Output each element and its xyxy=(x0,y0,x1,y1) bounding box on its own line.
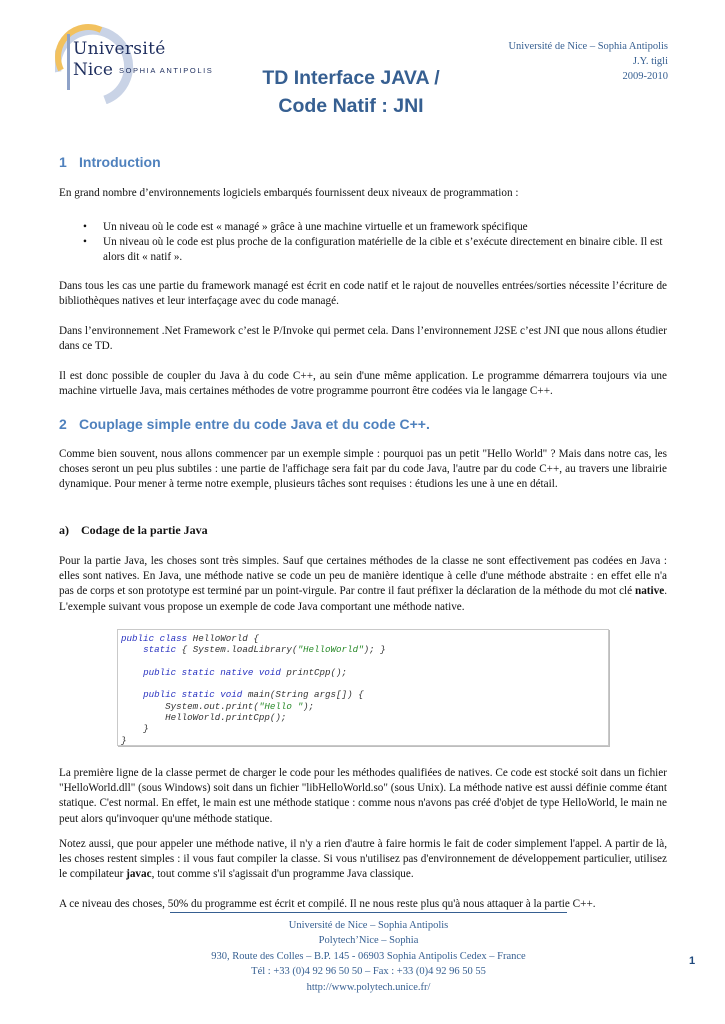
section-1-paragraph-4: Il est donc possible de coupler du Java à du code C++, au sein d'une même application. Le programme démarrera toujours via une machine virtuelle Java, mais certaines méthodes de votre programme pourront être codées via le langage C++. xyxy=(59,370,667,398)
code-text: System.out.print( xyxy=(165,700,259,712)
code-listing xyxy=(118,630,608,749)
bullet-icon: • xyxy=(83,221,87,233)
keyword-javac: javac xyxy=(126,868,152,881)
keyword-native: native xyxy=(634,585,665,598)
subsection-a-heading xyxy=(59,523,208,538)
code-text: ); } xyxy=(363,644,386,656)
section-1-heading xyxy=(59,154,161,170)
section-1-bullet-list xyxy=(59,220,667,266)
code-text: } xyxy=(121,734,127,746)
code-text: HelloWorld { xyxy=(187,633,259,644)
code-string: "HelloWorld" xyxy=(297,644,364,656)
bullet-text: Un niveau où le code est plus proche de la configuration matérielle de la cible et s’exécute directement en binaire cible. Il est alors dit « natif ». xyxy=(103,236,663,264)
section-2-title: Couplage simple entre du code Java et du code C++. xyxy=(79,416,430,432)
bullet-text: Un niveau où le code est « managé » grâce à une machine virtuelle et un framework spécifique xyxy=(103,221,528,233)
footer-divider xyxy=(170,912,567,913)
code-text: { System.loadLibrary( xyxy=(176,644,298,656)
paragraph-text: Pour la partie Java, les choses sont très simples. Sauf que certaines méthodes de la classe ne sont effectivement pas codées en Java : elles sont natives. En Java, une méthode native se code un peu de manière identique à celle d'une méthode abstraite : en effet elle n'a pas de corps et son prototype est terminé par un point-virgule. Par contre il faut préfixer la déclaration de la méthode du mot clé xyxy=(59,555,667,598)
section-1-paragraph-1: En grand nombre d’environnements logiciels embarqués fournissent deux niveaux de programmation : xyxy=(59,187,519,199)
footer-school: Polytech’Nice – Sophia xyxy=(318,935,419,947)
code-text: } xyxy=(143,723,149,735)
subsection-a-paragraph-4: A ce niveau des choses, 50% du programme est écrit et compilé. Il ne nous reste plus qu'à nous attaquer à la partie C++. xyxy=(59,898,596,910)
section-1-paragraph-3: Dans l’environnement .Net Framework c’est le P/Invoke qui permet cela. Dans l’environnement J2SE c’est JNI que nous allons étudier dans ce TD. xyxy=(59,325,667,353)
paragraph-text: . L'exemple suivant vous propose un exemple de code Java comportant une méthode native. xyxy=(59,585,667,613)
section-1-paragraph-2: Dans tous les cas une partie du framework managé est écrit en code natif et le rajout de nouvelles entrées/sorties nécessite l’écriture de bibliothèques natives et leur interfaçage avec du code managé. xyxy=(59,280,667,308)
code-keyword: public static void xyxy=(143,689,243,701)
university-logo xyxy=(55,22,225,104)
page-number: 1 xyxy=(688,955,696,967)
code-text: ); xyxy=(302,700,314,712)
section-2-heading xyxy=(59,416,430,432)
page-footer xyxy=(170,918,567,995)
document-title xyxy=(237,64,465,120)
section-2-paragraph-1: Comme bien souvent, nous allons commencer par un exemple simple : pourquoi pas un petit "Hello World" ? Mais dans notre cas, les choses seront un peu plus subtiles : une partie de l'affichage sera fait par du code Java, l'autre par du code C++, au travers une librairie dynamique. Pour mener à terme notre exemple, plusieurs tâches sont requises : étudions les une à une en détail. xyxy=(59,448,667,491)
section-1-number: 1 xyxy=(59,154,67,170)
subsection-a-paragraph-3 xyxy=(59,837,667,883)
paragraph-text: , tout comme s'il s'agissait d'un programme Java classique. xyxy=(151,868,414,881)
code-string: "Hello " xyxy=(258,700,303,712)
header-info xyxy=(508,39,668,84)
title-line-1: TD Interface JAVA / xyxy=(262,67,440,89)
footer-address: 930, Route des Colles – B.P. 145 - 06903 Sophia Antipolis Cedex – France xyxy=(211,950,526,962)
java-code-block xyxy=(117,629,609,746)
title-line-2: Code Natif : JNI xyxy=(278,95,424,117)
logo-text-sophia: SOPHIA ANTIPOLIS xyxy=(119,66,214,75)
code-text: HelloWorld.printCpp(); xyxy=(165,712,287,724)
code-text: printCpp(); xyxy=(280,666,348,678)
header-institution: Université de Nice – Sophia Antipolis xyxy=(508,41,668,52)
bullet-icon: • xyxy=(83,236,87,249)
footer-university: Université de Nice – Sophia Antipolis xyxy=(288,920,449,931)
paragraph-text: Notez aussi, que pour appeler une méthode native, il n'y a rien d'autre à faire hormis le fait de coder simplement l'appel. A partir de là, les choses restent simples : il vous faut compiler la classe. Si vous n'utilisez pas d'environnement de développement particulier, utilisez le compilateur xyxy=(59,838,667,881)
footer-url[interactable]: http://www.polytech.unice.fr/ xyxy=(306,981,431,993)
subsection-a-paragraph-1 xyxy=(59,554,667,615)
footer-phone: Tél : +33 (0)4 92 96 50 50 – Fax : +33 (0)4 92 96 50 55 xyxy=(251,966,486,978)
subsection-a-paragraph-2: La première ligne de la classe permet de charger le code pour les méthodes qualifiées de natives. Ce code est stocké soit dans un fichier "HelloWorld.dll" (sous Windows) soit dans un fichier "libHelloWorld.so" (sous Unix). La méthode native est aussi définie comme étant statique. C'est normal. En effet, le main est une méthode statique : comme nous n'avons pas créé d'objet de type HelloWorld, le main ne peut alors qu'invoquer qu'une méthode statique. xyxy=(59,767,667,825)
code-keyword: public class xyxy=(121,633,188,644)
subsection-a-title: Codage de la partie Java xyxy=(81,523,208,537)
logo-text-nice: Nice xyxy=(73,60,113,80)
logo-text-universite: Université xyxy=(73,39,166,59)
section-2-number: 2 xyxy=(59,416,67,432)
bullet-item xyxy=(59,220,667,235)
code-keyword: static xyxy=(143,644,177,656)
header-author: J.Y. tigli xyxy=(632,56,668,67)
bullet-item xyxy=(59,235,667,265)
code-keyword: public static native void xyxy=(143,666,281,678)
code-text: main(String args[]) { xyxy=(242,689,364,701)
subsection-a-number: a) xyxy=(59,523,69,537)
section-1-title: Introduction xyxy=(79,154,161,170)
header-year: 2009-2010 xyxy=(622,71,668,82)
